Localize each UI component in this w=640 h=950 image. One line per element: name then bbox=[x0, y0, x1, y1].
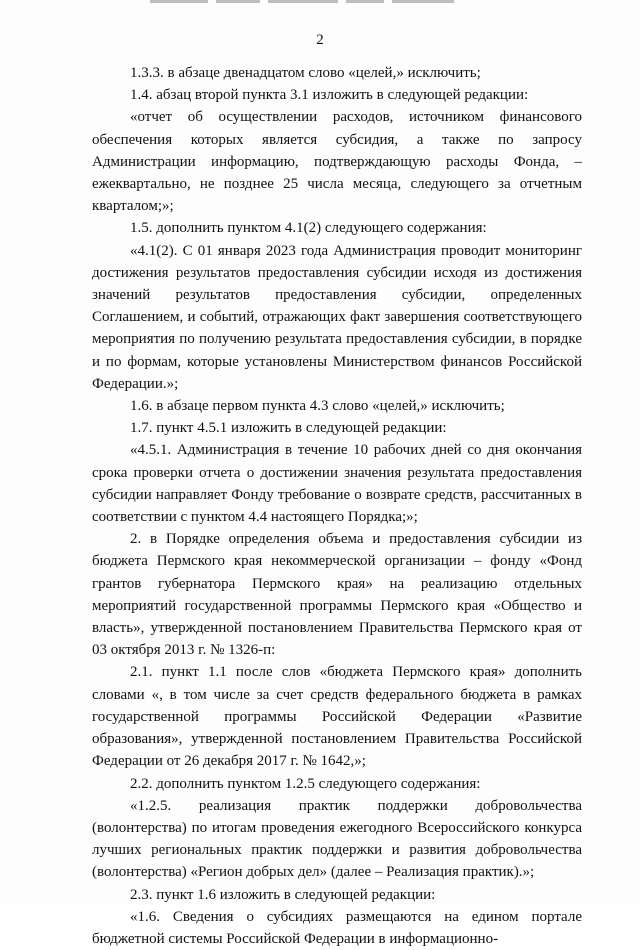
document-body bbox=[92, 62, 582, 950]
paragraph-1-6: 1.6. в абзаце первом пункта 4.3 слово «целей,» исключить; bbox=[130, 398, 505, 415]
scan-edge-marks bbox=[150, 0, 490, 6]
paragraph-2-2: 2.2. дополнить пунктом 1.2.5 следующего содержания: bbox=[130, 775, 481, 792]
page-number: 2 bbox=[316, 32, 324, 48]
paragraph-1-4: 1.4. абзац второй пункта 3.1 изложить в следующей редакции: bbox=[130, 87, 529, 104]
paragraph-1-5-quote: «4.1(2). С 01 января 2023 года Администрация проводит мониторинг достижения результатов предоставления субсидии исходя из достижения значений результатов предоставления субсидии, определенных Соглашением, и событий, отражающих факт завершения соответствующего мероприятия по получению результата предоставления субсидии, в порядке и по формам, которые установлены Министерством финансов Российской Федерации.»; bbox=[92, 242, 582, 392]
paragraph-1-7: 1.7. пункт 4.5.1 изложить в следующей редакции: bbox=[130, 420, 447, 437]
paragraph-1-7-quote: «4.5.1. Администрация в течение 10 рабочих дней со дня окончания срока проверки отчета о достижении значения результата предоставления субсидии направляет Фонду требование о возврате средств, рассчитанных в соответствии с пунктом 4.4 настоящего Порядка;»; bbox=[92, 442, 582, 526]
paragraph-2-2-quote: «1.2.5. реализация практик поддержки добровольчества (волонтерства) по итогам проведения ежегодного Всероссийского конкурса лучших региональных практик поддержки и развития добровольчества (волонтерства) «Регион добрых дел» (далее – Реализация практик).»; bbox=[92, 797, 582, 881]
paragraph-2-1: 2.1. пункт 1.1 после слов «бюджета Пермского края» дополнить словами «, в том числе за счет средств федерального бюджета в рамках государственной программы Российской Федерации «Развитие образования», утвержденной постановлением Правительства Российской Федерации от 26 декабря 2017 г. № 1642,»; bbox=[92, 664, 582, 770]
paragraph-2: 2. в Порядке определения объема и предоставления субсидии из бюджета Пермского края некоммерческой организации – фонду «Фонд грантов губернатора Пермского края» на реализацию отдельных мероприятий государственной программы Пермского края «Общество и власть», утвержденной постановлением Правительства Пермского края от 03 октября 2013 г. № 1326-п: bbox=[92, 531, 582, 659]
paragraph-1-3-3: 1.3.3. в абзаце двенадцатом слово «целей,» исключить; bbox=[130, 65, 481, 81]
paragraph-2-3: 2.3. пункт 1.6 изложить в следующей редакции: bbox=[130, 886, 436, 903]
paragraph-1-4-quote: «отчет об осуществлении расходов, источником финансового обеспечения которых является субсидия, а также по запросу Администрации информацию, подтверждающую расходы Фонда, – ежеквартально, не позднее 25 числа месяца, следующего за отчетным кварталом;»; bbox=[92, 109, 582, 215]
paragraph-2-3-quote: «1.6. Сведения о субсидиях размещаются на едином портале бюджетной системы Российской Федерации в информационно- bbox=[92, 908, 582, 947]
paragraph-1-5: 1.5. дополнить пунктом 4.1(2) следующего содержания: bbox=[130, 220, 487, 237]
